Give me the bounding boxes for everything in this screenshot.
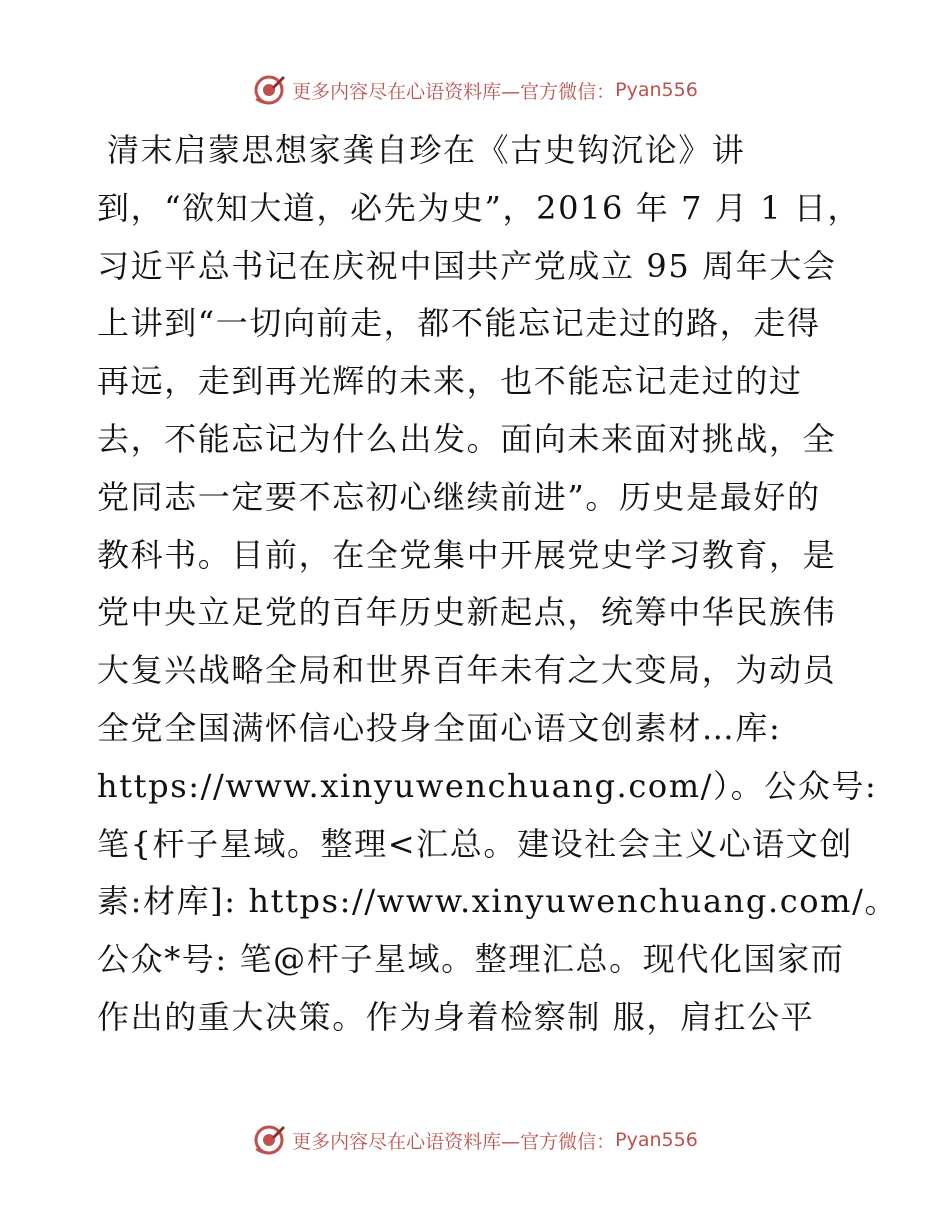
body-line-3: 习近平总书记在庆祝中国共产党成立 95 周年大会	[97, 246, 837, 285]
footer-watermark-handle: Pyan556	[615, 1129, 698, 1151]
footer-watermark-text: 更多内容尽在心语资料库—官方微信：	[292, 1130, 616, 1153]
body-line-7: 党同志一定要不忘初心继续前进”。历史是最好的	[97, 477, 821, 516]
body-line-2: 到，“欲知大道，必先为史”，2016 年 7 月 1 日，	[97, 188, 862, 227]
document-body	[97, 122, 899, 1047]
header-watermark-handle: Pyan556	[615, 79, 698, 101]
body-line-8: 教科书。目前，在全党集中开展党史学习教育，是	[97, 535, 837, 574]
footer-watermark	[0, 1120, 950, 1160]
body-line-9: 党中央立足党的百年历史新起点，统筹中华民族伟	[97, 593, 837, 632]
header-watermark	[0, 70, 950, 110]
body-line-5: 再远，走到再光辉的未来，也不能忘记走过的过	[97, 362, 803, 401]
body-line-16: 作出的重大决策。作为身着检察制 服，肩扛公平	[97, 997, 815, 1036]
body-line-6: 去，不能忘记为什么出发。面向未来面对挑战，全	[97, 419, 837, 458]
body-line-4: 上讲到“一切向前走，都不能忘记走过的路，走得	[97, 304, 821, 343]
pen-logo-icon	[252, 1123, 286, 1157]
body-line-1: 清末启蒙思想家龚自珍在《古史钩沉论》讲	[107, 131, 746, 169]
body-line-10: 大复兴战略全局和世界百年未有之大变局，为动员	[97, 651, 837, 690]
body-line-13: 笔{杆子星域。整理<汇总。建设社会主义心语文创	[97, 824, 853, 863]
body-line-14: 素:材库]: https://www.xinyuwenchuang.com/。	[97, 882, 899, 921]
pen-logo-icon	[252, 73, 286, 107]
body-line-12: https://www.xinyuwenchuang.com/）。公众号:	[97, 766, 878, 805]
body-line-15: 公众*号: 笔@杆子星域。整理汇总。现代化国家而	[97, 940, 845, 979]
header-watermark-text: 更多内容尽在心语资料库—官方微信：	[292, 80, 616, 103]
body-line-11: 全党全国满怀信心投身全面心语文创素材…库:	[97, 708, 782, 747]
